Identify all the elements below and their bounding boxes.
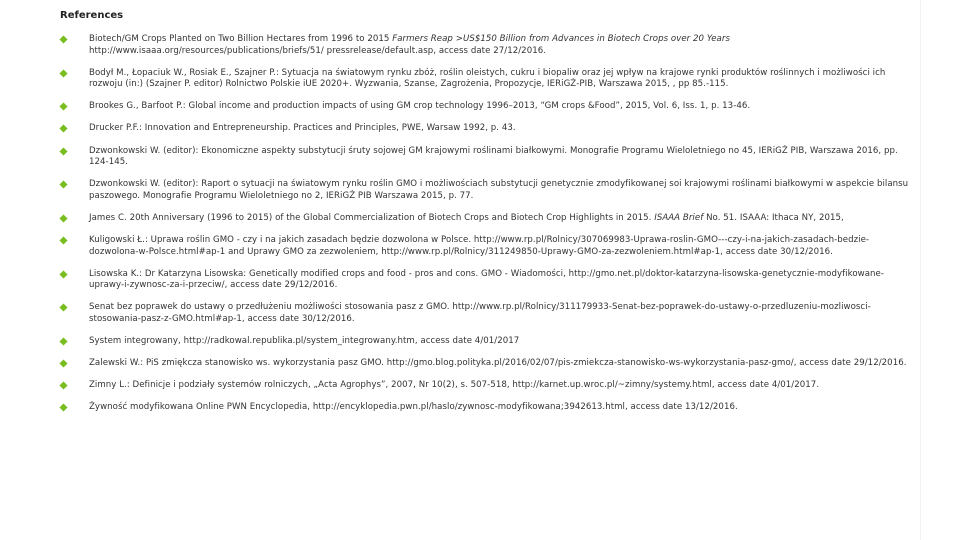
diamond-bullet-icon <box>59 214 67 222</box>
diamond-bullet-icon <box>59 181 67 189</box>
diamond-bullet-icon <box>59 147 67 155</box>
reference-list <box>60 34 915 424</box>
reference-item: Lisowska K.: Dr Katarzyna Lisowska: Genetically modified crops and food - pros and cons. GMO - Wiadomości, http://gmo.net.pl/doktor-katarzyna-lisowska-genetycznie-modyfikowane-uprawy-i-zywnosc-za-i-przeciw/, access date 29/12/2016. <box>60 269 915 292</box>
reference-item: Biotech/GM Crops Planted on Two Billion Hectares from 1996 to 2015 Farmers Reap >US$150 Billion from Advances in Biotech Crops over 20 Years http://www.isaaa.org/resources/publications/briefs/51/ pressrelease/default.asp, access date 27/12/2016. <box>60 34 915 57</box>
reference-item: Drucker P.F.: Innovation and Entrepreneurship. Practices and Principles, PWE, Warsaw 1992, p. 43. <box>60 123 915 135</box>
diamond-bullet-icon <box>59 69 67 77</box>
reference-item: James C. 20th Anniversary (1996 to 2015) of the Global Commercialization of Biotech Crops and Biotech Crop Highlights in 2015. ISAAA Brief No. 51. ISAAA: Ithaca NY, 2015, <box>60 213 915 225</box>
diamond-bullet-icon <box>59 382 67 390</box>
reference-item: Żywność modyfikowana Online PWN Encyclopedia, http://encyklopedia.pwn.pl/haslo/zywnosc-modyfikowana;3942613.html, access date 13/12/2016. <box>60 402 915 414</box>
diamond-bullet-icon <box>59 304 67 312</box>
diamond-bullet-icon <box>59 404 67 412</box>
reference-item: Kuligowski Ł.: Uprawa roślin GMO - czy i na jakich zasadach będzie dozwolona w Polsce. http://www.rp.pl/Rolnicy/307069983-Uprawa-roslin-GMO---czy-i-na-jakich-zasadach-bedzie-dozwolona-w-Polsce.html#ap-1 and Uprawy GMO za zezwoleniem, http://www.rp.pl/Rolnicy/311249850-Uprawy-GMO-za-zezwoleniem.html#ap-1, access date 30/12/2016. <box>60 235 915 258</box>
reference-item: System integrowany, http://radkowal.republika.pl/system_integrowany.htm, access date 4/01/2017 <box>60 336 915 348</box>
reference-item: Zimny L.: Definicje i podziały systemów rolniczych, „Acta Agrophys”, 2007, Nr 10(2), s. 507-518, http://karnet.up.wroc.pl/~zimny/systemy.html, access date 4/01/2017. <box>60 380 915 392</box>
reference-item: Zalewski W.: PiS zmiękcza stanowisko ws. wykorzystania pasz GMO. http://gmo.blog.polityka.pl/2016/02/07/pis-zmiekcza-stanowisko-ws-wykorzystania-pasz-gmo/, access date 29/12/2016. <box>60 358 915 370</box>
diamond-bullet-icon <box>59 360 67 368</box>
diamond-bullet-icon <box>59 270 67 278</box>
reference-item: Dzwonkowski W. (editor): Raport o sytuacji na światowym rynku roślin GMO i możliwościach substytucji genetycznie zmodyfikowanej soi krajowymi roślinami białkowymi w aspekcie bilansu paszowego. Monografie Programu Wieloletniego no 2, IERiGŻ PIB Warszawa 2015, p. 77. <box>60 179 915 202</box>
diamond-bullet-icon <box>59 125 67 133</box>
diamond-bullet-icon <box>59 103 67 111</box>
reference-item: Brookes G., Barfoot P.: Global income and production impacts of using GM crop technology 1996–2013, “GM crops &Food”, 2015, Vol. 6, Iss. 1, p. 13-46. <box>60 101 915 113</box>
diamond-bullet-icon <box>59 35 67 43</box>
diamond-bullet-icon <box>59 236 67 244</box>
slide-right-margin <box>920 0 960 540</box>
reference-item: Bodył M., Łopaciuk W., Rosiak E., Szajner P.: Sytuacja na światowym rynku zbóż, roślin oleistych, cukru i biopaliw oraz jej wpływ na krajowe rynki produktów roślinnych i możliwości ich rozwoju (in:) (Szajner P. editor) Rolnictwo Polskie iUE 2020+. Wyzwania, Szanse, Zagrożenia, Propozycje, IERiGŻ-PIB, Warszawa 2015, , pp 85.-115. <box>60 68 915 91</box>
diamond-bullet-icon <box>59 338 67 346</box>
reference-item: Senat bez poprawek do ustawy o przedłużeniu możliwości stosowania pasz z GMO. http://www.rp.pl/Rolnicy/311179933-Senat-bez-poprawek-do-ustawy-o-przedluzeniu-mozliwosci-stosowania-pasz-z-GMO.html#ap-1, access date 30/12/2016. <box>60 302 915 325</box>
references-heading: References <box>60 10 124 21</box>
reference-item: Dzwonkowski W. (editor): Ekonomiczne aspekty substytucji śruty sojowej GM krajowymi roślinami białkowymi. Monografie Programu Wieloletniego no 45, IERiGŻ PIB, Warszawa 2016, pp. 124-145. <box>60 146 915 169</box>
